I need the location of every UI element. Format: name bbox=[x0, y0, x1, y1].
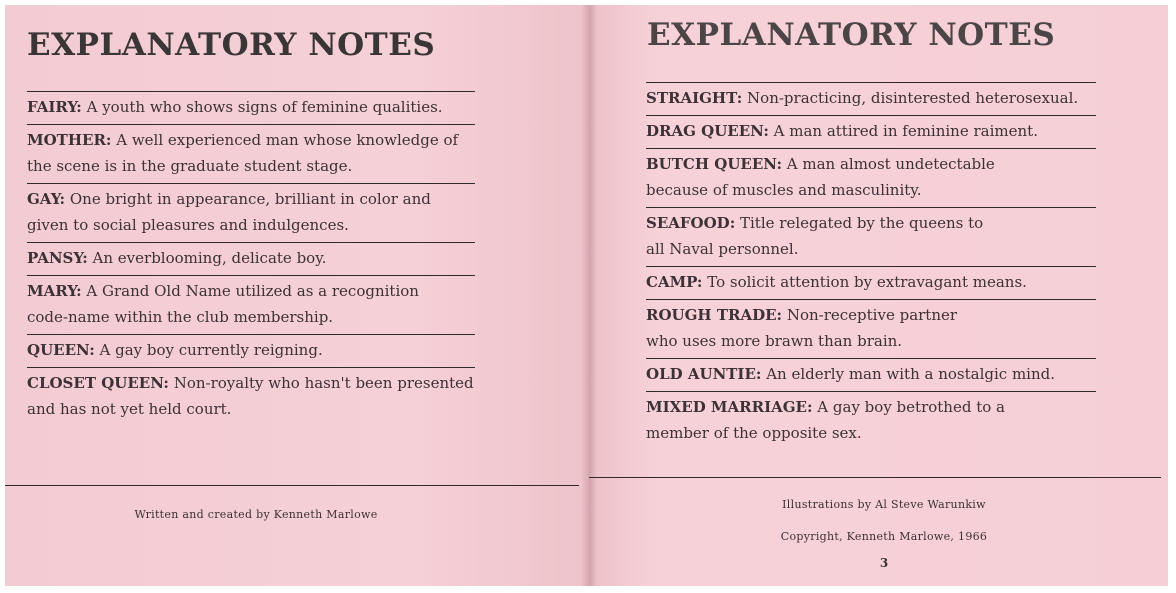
glossary-definition: A well experienced man whose knowledge of the scene is in the graduate student stage. bbox=[27, 131, 459, 175]
glossary-entry bbox=[27, 276, 447, 334]
glossary-term: QUEEN: bbox=[27, 341, 95, 359]
footer-divider bbox=[5, 485, 579, 486]
author-credit: Written and created by Kenneth Marlowe bbox=[134, 508, 378, 521]
glossary-entry bbox=[646, 149, 1016, 207]
book-spread bbox=[5, 5, 1168, 586]
glossary-term: CAMP: bbox=[646, 273, 703, 291]
glossary-definition: Non-receptive partner who uses more brawn than brain. bbox=[646, 306, 958, 350]
glossary-entry bbox=[27, 92, 467, 124]
glossary-term: CLOSET QUEEN: bbox=[27, 374, 169, 392]
glossary-list bbox=[27, 91, 475, 426]
glossary-definition: An elderly man with a nostalgic mind. bbox=[761, 365, 1056, 383]
glossary-definition: An everblooming, delicate boy. bbox=[87, 249, 327, 267]
page-title: EXPLANATORY NOTES bbox=[27, 27, 436, 63]
glossary-entry bbox=[646, 267, 1096, 299]
glossary-entry bbox=[27, 243, 475, 275]
glossary-definition: Non-royalty who hasn't been presented and has not yet held court. bbox=[27, 374, 474, 418]
illustrator-credit: Illustrations by Al Steve Warunkiw bbox=[782, 498, 986, 511]
glossary-term: OLD AUNTIE: bbox=[646, 365, 762, 383]
glossary-entry bbox=[646, 208, 986, 266]
glossary-list bbox=[646, 82, 1096, 450]
glossary-definition: A Grand Old Name utilized as a recognition code-name within the club membership. bbox=[27, 282, 419, 326]
glossary-entry bbox=[27, 335, 475, 367]
glossary-definition: A gay boy currently reigning. bbox=[94, 341, 323, 359]
glossary-term: MARY: bbox=[27, 282, 82, 300]
glossary-entry bbox=[646, 116, 1096, 148]
right-page bbox=[589, 5, 1168, 586]
glossary-definition: Title relegated by the queens to all Naval personnel. bbox=[646, 214, 984, 258]
glossary-entry bbox=[27, 368, 483, 426]
glossary-entry bbox=[646, 300, 976, 358]
glossary-entry bbox=[646, 83, 1096, 115]
copyright-notice: Copyright, Kenneth Marlowe, 1966 bbox=[780, 530, 988, 543]
glossary-term: SEAFOOD: bbox=[646, 214, 736, 232]
footer-divider bbox=[589, 477, 1161, 478]
glossary-definition: A gay boy betrothed to a member of the opposite sex. bbox=[646, 398, 1005, 442]
glossary-term: MOTHER: bbox=[27, 131, 112, 149]
glossary-definition: To solicit attention by extravagant means. bbox=[702, 273, 1027, 291]
glossary-entry bbox=[646, 392, 1026, 450]
glossary-term: BUTCH QUEEN: bbox=[646, 155, 782, 173]
glossary-definition: One bright in appearance, brilliant in color and given to social pleasures and indulgences. bbox=[27, 190, 431, 234]
page-title: EXPLANATORY NOTES bbox=[647, 17, 1056, 53]
glossary-term: ROUGH TRADE: bbox=[646, 306, 783, 324]
glossary-definition: A man almost undetectable because of muscles and masculinity. bbox=[646, 155, 995, 199]
glossary-term: STRAIGHT: bbox=[646, 89, 743, 107]
page-number: 3 bbox=[879, 556, 889, 570]
glossary-term: GAY: bbox=[27, 190, 66, 208]
left-page bbox=[5, 5, 589, 586]
glossary-definition: Non-practicing, disinterested heterosexual. bbox=[742, 89, 1079, 107]
glossary-definition: A youth who shows signs of feminine qualities. bbox=[81, 98, 443, 116]
glossary-entry bbox=[27, 184, 447, 242]
glossary-definition: A man attired in feminine raiment. bbox=[768, 122, 1038, 140]
glossary-term: MIXED MARRIAGE: bbox=[646, 398, 813, 416]
glossary-term: PANSY: bbox=[27, 249, 88, 267]
glossary-entry bbox=[646, 359, 1096, 391]
glossary-entry bbox=[27, 125, 475, 183]
glossary-term: FAIRY: bbox=[27, 98, 82, 116]
glossary-term: DRAG QUEEN: bbox=[646, 122, 769, 140]
